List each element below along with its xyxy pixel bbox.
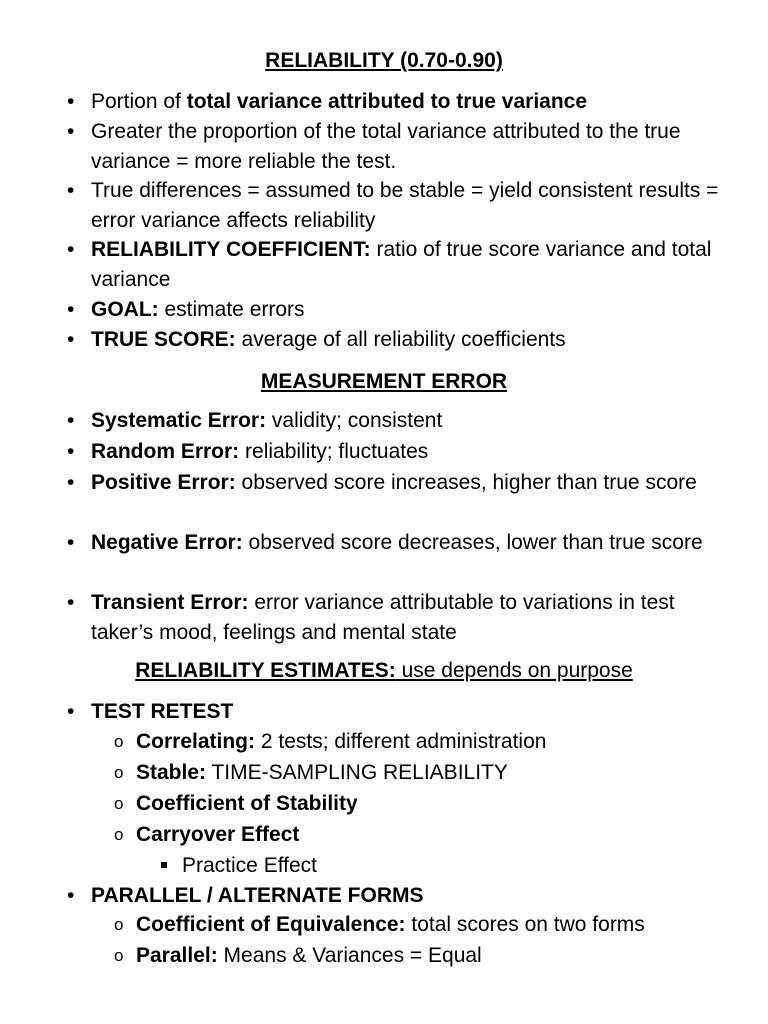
- bullet-icon: •: [67, 409, 75, 432]
- item-bold-text: TEST RETEST: [91, 700, 234, 723]
- item-text: error variance attributable to variations in test taker’s mood, feelings and mental state: [91, 591, 675, 644]
- list-item: [67, 87, 741, 117]
- item-bold-text: Positive Error:: [91, 471, 236, 494]
- bullet-icon: •: [67, 471, 75, 494]
- list-item: [67, 468, 741, 498]
- circle-bullet-icon: o: [114, 794, 124, 813]
- heading-measurement-error: MEASUREMENT ERROR: [260, 370, 508, 393]
- square-bullet-icon: [161, 862, 167, 868]
- circle-bullet-icon: o: [114, 763, 124, 782]
- sub-list-item: [114, 727, 736, 757]
- item-bold-text: RELIABILITY COEFFICIENT:: [91, 238, 371, 261]
- item-text: validity; consistent: [266, 409, 443, 432]
- item-bold-text: Parallel:: [136, 944, 218, 967]
- item-text: reliability; fluctuates: [239, 440, 429, 463]
- item-bold-text: Transient Error:: [91, 591, 249, 614]
- bullet-icon: •: [67, 298, 75, 321]
- list-item: [67, 437, 741, 467]
- item-bold-text: Coefficient of Stability: [136, 792, 358, 815]
- item-text: Means & Variances = Equal: [217, 944, 482, 967]
- item-text: observed score increases, higher than true score: [235, 471, 697, 494]
- item-bold-text: Carryover Effect: [136, 823, 300, 846]
- item-text: observed score decreases, lower than true score: [242, 531, 703, 554]
- sub-list-item: [114, 941, 736, 971]
- item-text: Greater the proportion of the total variance attributed to the true variance = more reliable the test.: [91, 120, 681, 173]
- bullet-icon: •: [67, 591, 75, 614]
- list-item: [67, 881, 741, 911]
- item-bold-text: TRUE SCORE:: [91, 328, 236, 351]
- heading-reliability: RELIABILITY (0.70-0.90): [265, 49, 503, 72]
- circle-bullet-icon: o: [114, 825, 124, 844]
- item-text: TIME-SAMPLING RELIABILITY: [206, 761, 508, 784]
- bullet-icon: •: [67, 531, 75, 554]
- circle-bullet-icon: o: [114, 946, 124, 965]
- sub-list-item: [114, 758, 736, 788]
- bullet-icon: •: [67, 179, 75, 202]
- item-bold-text: GOAL:: [91, 298, 159, 321]
- item-text: ratio of true score variance and total variance: [91, 238, 712, 291]
- item-bold-text: Random Error:: [91, 440, 240, 463]
- list-item: [67, 406, 741, 436]
- item-bold-text: Correlating:: [136, 730, 256, 753]
- item-bold-text: Stable:: [136, 761, 207, 784]
- item-bold-text: Systematic Error:: [91, 409, 267, 432]
- item-text: estimate errors: [158, 298, 305, 321]
- sub-list-item: [114, 820, 736, 850]
- bullet-icon: •: [67, 90, 75, 113]
- list-item: [67, 697, 741, 727]
- item-text: 2 tests; different administration: [255, 730, 547, 753]
- list-item: [67, 325, 741, 355]
- list-item: [67, 117, 741, 176]
- circle-bullet-icon: o: [114, 915, 124, 934]
- item-text: average of all reliability coefficients: [235, 328, 566, 351]
- bullet-icon: •: [67, 120, 75, 143]
- item-text: Practice Effect: [182, 854, 318, 877]
- circle-bullet-icon: o: [114, 732, 124, 751]
- bullet-icon: •: [67, 700, 75, 723]
- item-bold-text: PARALLEL / ALTERNATE FORMS: [91, 884, 424, 907]
- item-bold-text: Coefficient of Equivalence:: [136, 913, 406, 936]
- bullet-icon: •: [67, 238, 75, 261]
- bullet-icon: •: [67, 440, 75, 463]
- item-text: Portion of: [91, 90, 187, 113]
- item-text: total scores on two forms: [405, 913, 645, 936]
- list-item: [67, 235, 741, 294]
- bullet-icon: •: [67, 328, 75, 351]
- list-item: [67, 588, 741, 647]
- heading-bold-text: RELIABILITY ESTIMATES:: [135, 659, 396, 682]
- sub-list-item: [114, 910, 736, 940]
- bullet-icon: •: [67, 884, 75, 907]
- list-item: [67, 176, 741, 235]
- heading-reliability-estimates: [0, 656, 768, 686]
- list-item: [67, 528, 741, 558]
- item-bold-text: Negative Error:: [91, 531, 243, 554]
- sub-sub-list-item: [182, 851, 317, 881]
- heading-text: use depends on purpose: [395, 659, 633, 682]
- item-text: True differences = assumed to be stable = yield consistent results = error variance affects reliability: [91, 179, 719, 232]
- item-bold-text: total variance attributed to true variance: [186, 90, 588, 113]
- sub-list-item: [114, 789, 736, 819]
- list-item: [67, 295, 741, 325]
